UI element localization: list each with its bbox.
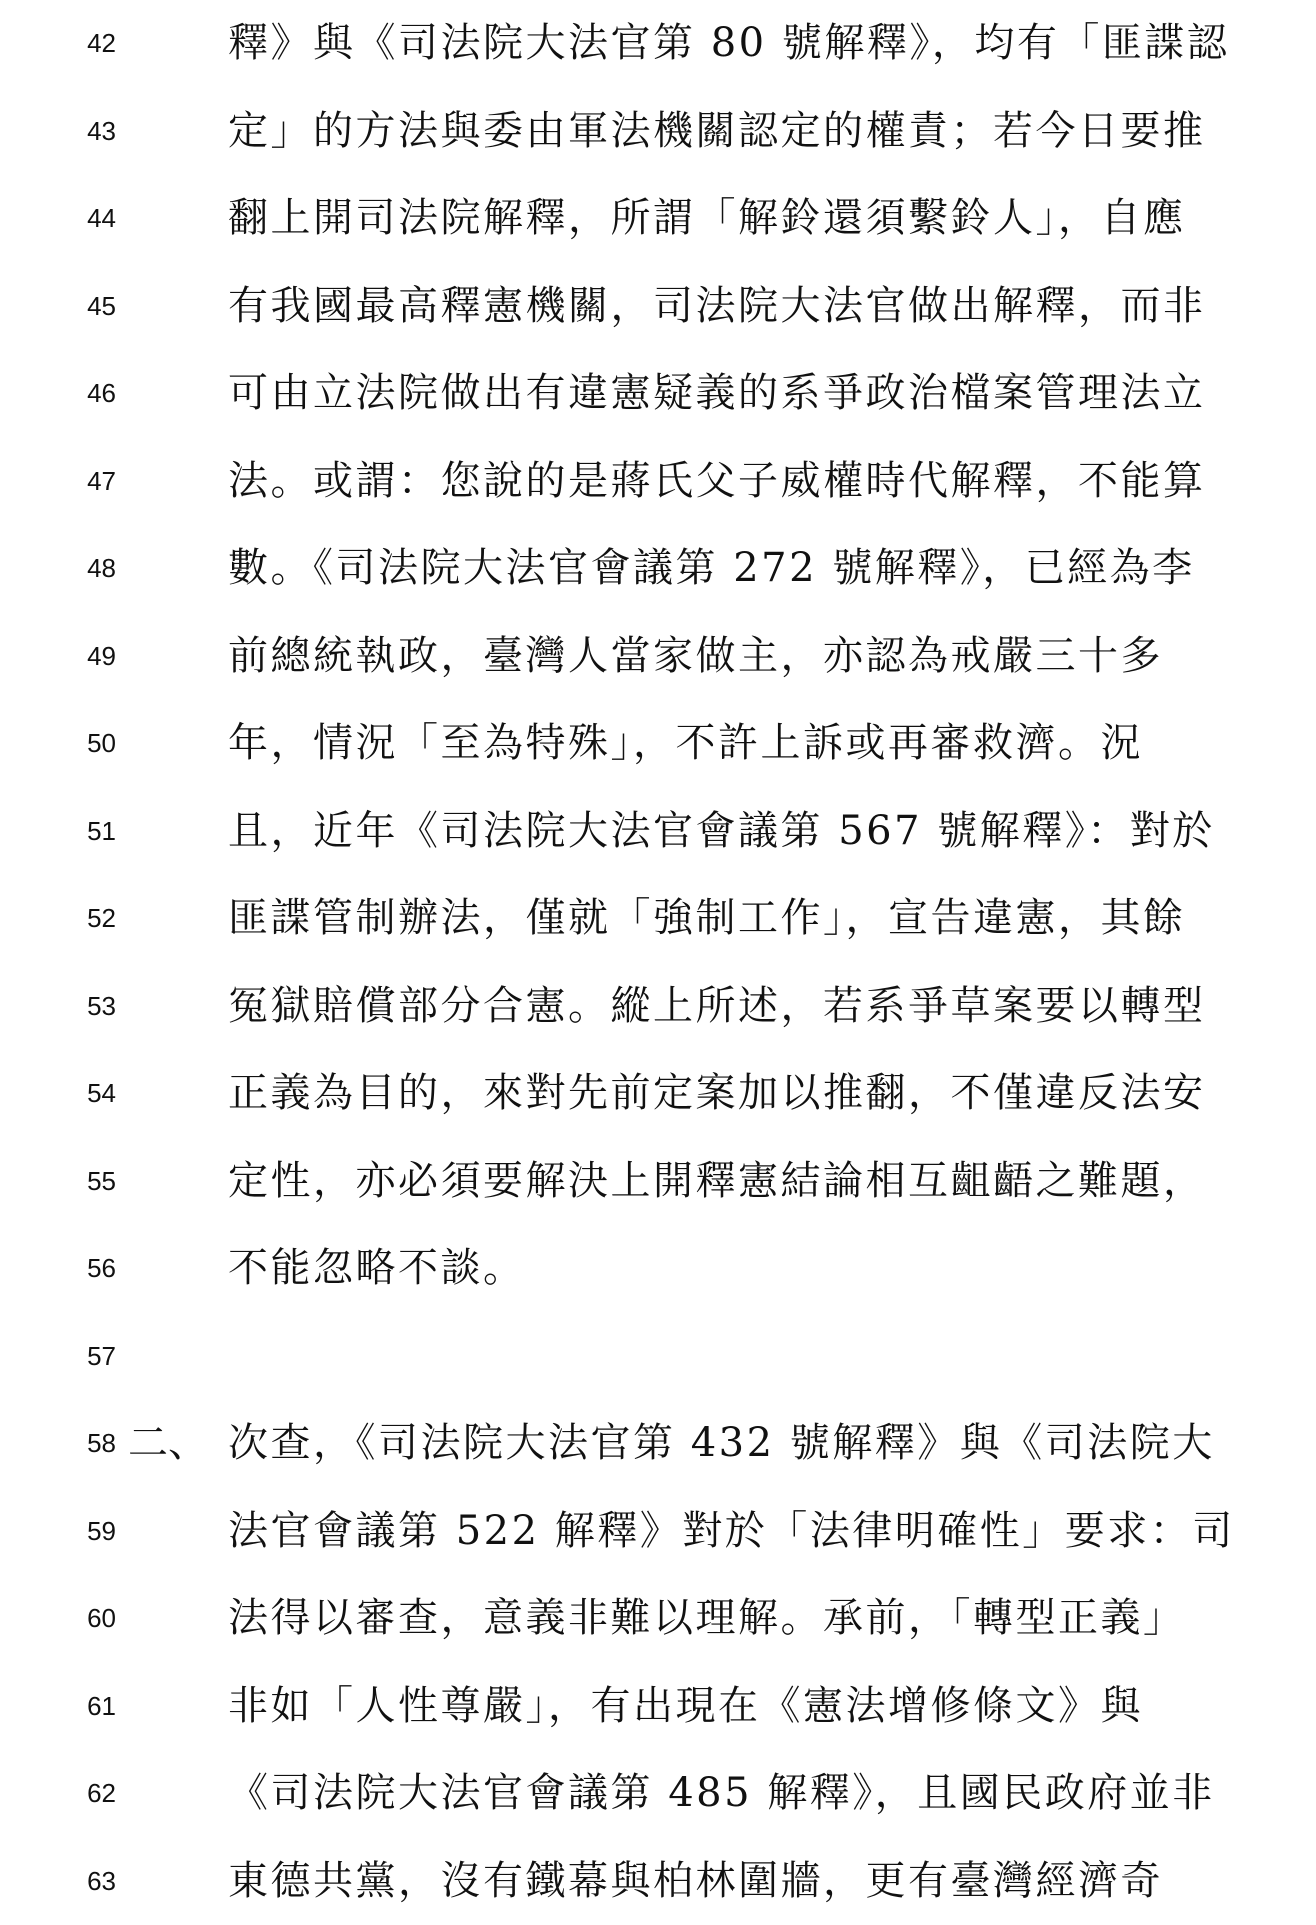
line-text: 翻上開司法院解釋，所謂「解鈴還須繫鈴人」，自應 bbox=[228, 195, 1186, 241]
document-line bbox=[0, 1663, 1316, 1750]
line-number: 48 bbox=[87, 553, 116, 583]
document-line bbox=[0, 350, 1316, 437]
line-number: 59 bbox=[87, 1515, 116, 1546]
document-line bbox=[0, 1838, 1316, 1925]
document-line bbox=[0, 963, 1316, 1050]
document-line bbox=[0, 1050, 1316, 1137]
document-line bbox=[0, 1138, 1316, 1225]
line-number: 60 bbox=[87, 1603, 116, 1633]
line-text: 非如「人性尊嚴」，有出現在《憲法增修條文》與 bbox=[228, 1682, 1143, 1729]
line-text: 釋》與《司法院大法官第 80 號解釋》，均有「匪諜認 bbox=[228, 20, 1230, 66]
document-line bbox=[0, 875, 1316, 962]
line-number: 62 bbox=[87, 1778, 116, 1808]
line-text: 數。《司法院大法官會議第 272 號解釋》，已經為李 bbox=[228, 545, 1195, 591]
line-text: 可由立法院做出有違憲疑義的系爭政治檔案管理法立 bbox=[228, 370, 1206, 416]
document-line bbox=[0, 1575, 1316, 1662]
line-text: 有我國最高釋憲機關，司法院大法官做出解釋，而非 bbox=[228, 282, 1206, 329]
document-line bbox=[0, 525, 1316, 612]
document-line bbox=[0, 0, 1316, 87]
section-marker: 二、 bbox=[128, 1420, 208, 1466]
document-line bbox=[0, 1313, 1316, 1400]
line-number: 53 bbox=[87, 990, 116, 1021]
line-number: 63 bbox=[87, 1865, 116, 1896]
line-number: 51 bbox=[87, 815, 116, 846]
line-number: 55 bbox=[87, 1165, 116, 1196]
document-line bbox=[0, 88, 1316, 175]
line-number: 52 bbox=[87, 903, 116, 933]
document-line bbox=[0, 1750, 1316, 1837]
line-text: 匪諜管制辦法，僅就「強制工作」，宣告違憲，其餘 bbox=[228, 895, 1186, 941]
line-number: 50 bbox=[87, 728, 116, 758]
line-text: 東德共黨，沒有鐵幕與柏林圍牆，更有臺灣經濟奇 bbox=[228, 1857, 1163, 1904]
line-text: 法得以審查，意義非難以理解。承前，「轉型正義」 bbox=[228, 1595, 1186, 1641]
line-number: 47 bbox=[87, 465, 116, 496]
line-text: 正義為目的，來對先前定案加以推翻，不僅違反法安 bbox=[228, 1070, 1206, 1116]
document-line bbox=[0, 700, 1316, 787]
line-text: 法官會議第 522 解釋》對於「法律明確性」要求：司 bbox=[228, 1507, 1235, 1554]
line-number: 44 bbox=[87, 203, 116, 233]
line-number: 43 bbox=[87, 115, 116, 146]
document-line bbox=[0, 263, 1316, 350]
line-text: 年，情況「至為特殊」，不許上訴或再審救濟。況 bbox=[228, 720, 1143, 766]
line-text: 次查，《司法院大法官第 432 號解釋》與《司法院大 bbox=[228, 1420, 1215, 1466]
line-number: 56 bbox=[87, 1253, 116, 1283]
document-line bbox=[0, 788, 1316, 875]
line-text: 不能忽略不談。 bbox=[228, 1245, 526, 1291]
line-text: 前總統執政，臺灣人當家做主，亦認為戒嚴三十多 bbox=[228, 632, 1163, 679]
line-number: 57 bbox=[87, 1340, 116, 1371]
line-text: 且，近年《司法院大法官會議第 567 號解釋》：對於 bbox=[228, 807, 1215, 854]
line-text: 定性，亦必須要解決上開釋憲結論相互齟齬之難題， bbox=[228, 1157, 1206, 1204]
line-number: 61 bbox=[87, 1690, 116, 1721]
line-text: 法。或謂：您說的是蔣氏父子威權時代解釋，不能算 bbox=[228, 457, 1206, 504]
line-number: 54 bbox=[87, 1078, 116, 1108]
document-line bbox=[0, 613, 1316, 700]
line-number: 46 bbox=[87, 378, 116, 408]
document-line bbox=[0, 438, 1316, 525]
document-line bbox=[0, 1488, 1316, 1575]
line-text: 冤獄賠償部分合憲。縱上所述，若系爭草案要以轉型 bbox=[228, 982, 1206, 1029]
document-line bbox=[0, 1400, 1316, 1487]
line-number: 49 bbox=[87, 640, 116, 671]
document-line bbox=[0, 175, 1316, 262]
line-number: 58 bbox=[87, 1428, 116, 1458]
document-line bbox=[0, 1225, 1316, 1312]
line-number: 45 bbox=[87, 290, 116, 321]
line-text: 定」的方法與委由軍法機關認定的權責；若今日要推 bbox=[228, 107, 1206, 154]
line-number: 42 bbox=[87, 28, 116, 58]
line-text: 《司法院大法官會議第 485 解釋》，且國民政府並非 bbox=[228, 1770, 1215, 1816]
